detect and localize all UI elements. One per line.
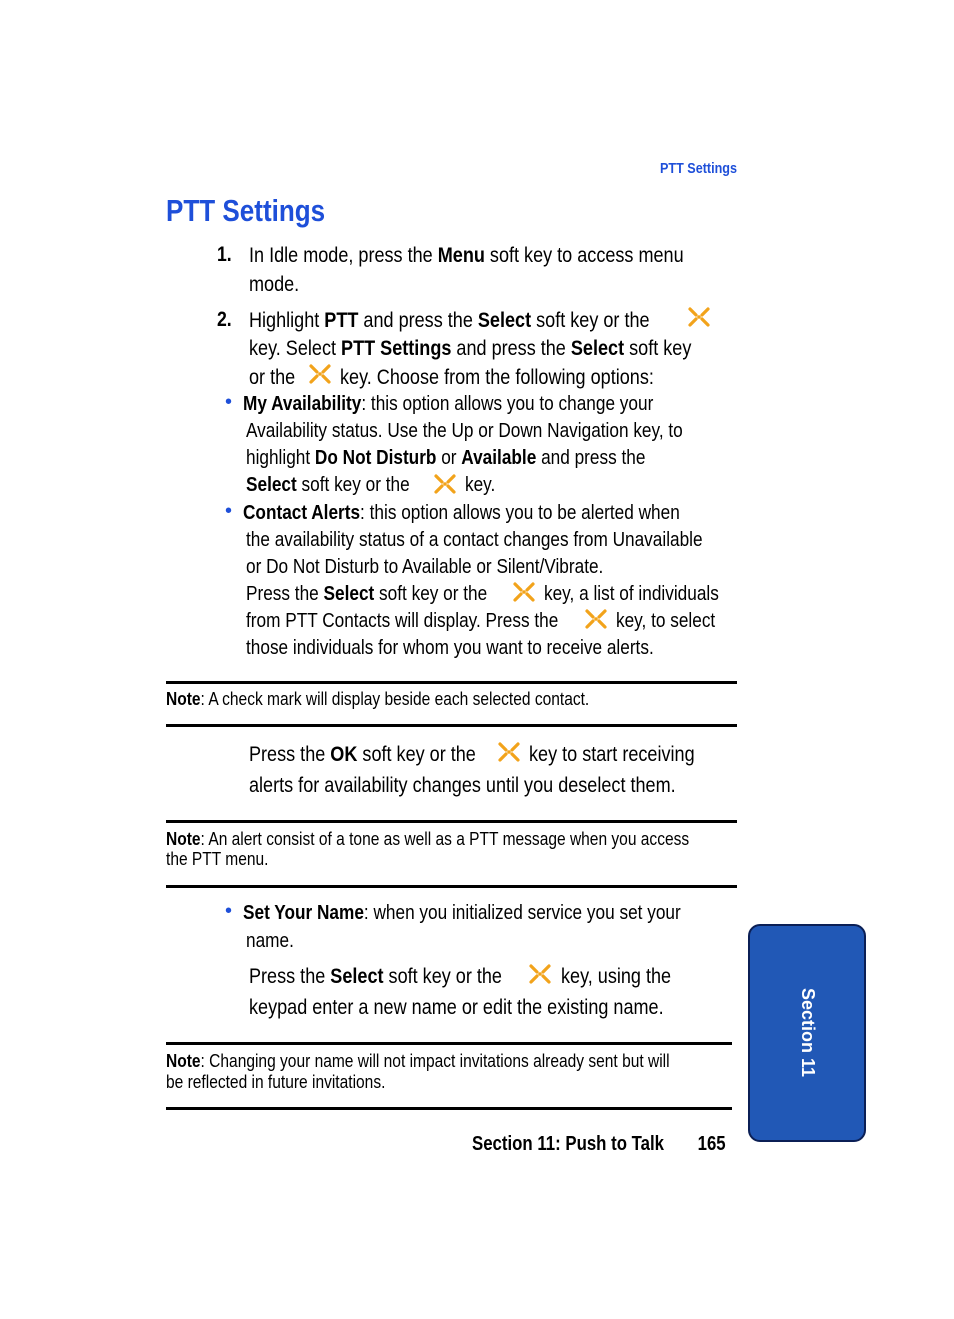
step-2-line-3a: or the [249,365,296,389]
nav-key-icon [687,306,711,328]
section-tab [748,924,866,1142]
bullet-icon: • [225,500,233,522]
step-2-line-2: key. Select PTT Settings and press the Select soft key [249,336,692,360]
step-2-line-3b: key. Choose from the following options: [340,365,654,389]
my-availability-line-2: Availability status. Use the Up or Down Navigation key, to [246,419,683,442]
divider [166,820,737,823]
set-name-para-line-1a: Press the Select soft key or the [249,964,502,988]
note-3-line-2: be reflected in future invitations. [166,1071,386,1092]
set-name-line-2: name. [246,929,294,952]
my-availability-line-3: highlight Do Not Disturb or Available and press the [246,446,646,469]
nav-key-icon [528,963,552,985]
nav-key-icon [308,363,332,385]
step-1-line-2: mode. [249,272,300,296]
contact-alerts-line-2: the availability status of a contact changes from Unavailable [246,528,703,551]
contact-alerts-line-4a: Press the Select soft key or the [246,582,488,605]
nav-key-icon [433,473,457,495]
step-1-line-1: In Idle mode, press the Menu soft key to access menu [249,243,684,267]
page-number: 165 [697,1133,726,1155]
divider [166,1042,732,1045]
divider [166,724,737,727]
note-1: Note: A check mark will display beside each selected contact. [166,688,590,709]
contact-alerts-line-1: Contact Alerts: this option allows you to be alerted when [243,501,680,524]
nav-key-icon [512,581,536,603]
divider [166,885,737,888]
note-3-line-1: Note: Changing your name will not impact invitations already sent but will [166,1050,670,1071]
set-name-line-1: Set Your Name: when you initialized service you set your [243,901,681,924]
divider [166,1107,732,1110]
contact-alerts-line-6: those individuals for whom you want to receive alerts. [246,636,654,659]
step-number-2: 2. [217,308,232,331]
set-name-para-line-1b: key, using the [561,964,672,988]
contact-alerts-line-5b: key, to select [616,609,716,632]
nav-key-icon [584,608,608,630]
contact-alerts-line-4b: key, a list of individuals [544,582,719,605]
note-2-line-1: Note: An alert consist of a tone as well as a PTT message when you access [166,828,690,849]
section-tab-label: Section 11 [798,988,818,1078]
my-availability-line-1: My Availability: this option allows you to change your [243,392,654,415]
ok-para-line-1a: Press the OK soft key or the [249,742,476,766]
divider [166,681,737,684]
step-number-1: 1. [217,243,232,266]
contact-alerts-line-5a: from PTT Contacts will display. Press the [246,609,559,632]
nav-key-icon [497,741,521,763]
set-name-para-line-2: keypad enter a new name or edit the existing name. [249,995,664,1019]
contact-alerts-line-3: or Do Not Disturb to Available or Silent/Vibrate. [246,555,604,578]
running-head: PTT Settings [660,160,738,177]
step-2-line-1: Highlight PTT and press the Select soft key or the [249,308,650,332]
note-2-line-2: the PTT menu. [166,848,269,869]
bullet-icon: • [225,391,233,413]
ok-para-line-1b: key to start receiving [529,742,695,766]
ok-para-line-2: alerts for availability changes until you deselect them. [249,773,676,797]
my-availability-line-4b: key. [465,473,496,496]
footer [472,1133,774,1156]
bullet-icon: • [225,900,233,922]
page-title: PTT Settings [166,193,326,228]
my-availability-line-4a: Select soft key or the [246,473,410,496]
footer-section: Section 11: Push to Talk [472,1133,665,1155]
